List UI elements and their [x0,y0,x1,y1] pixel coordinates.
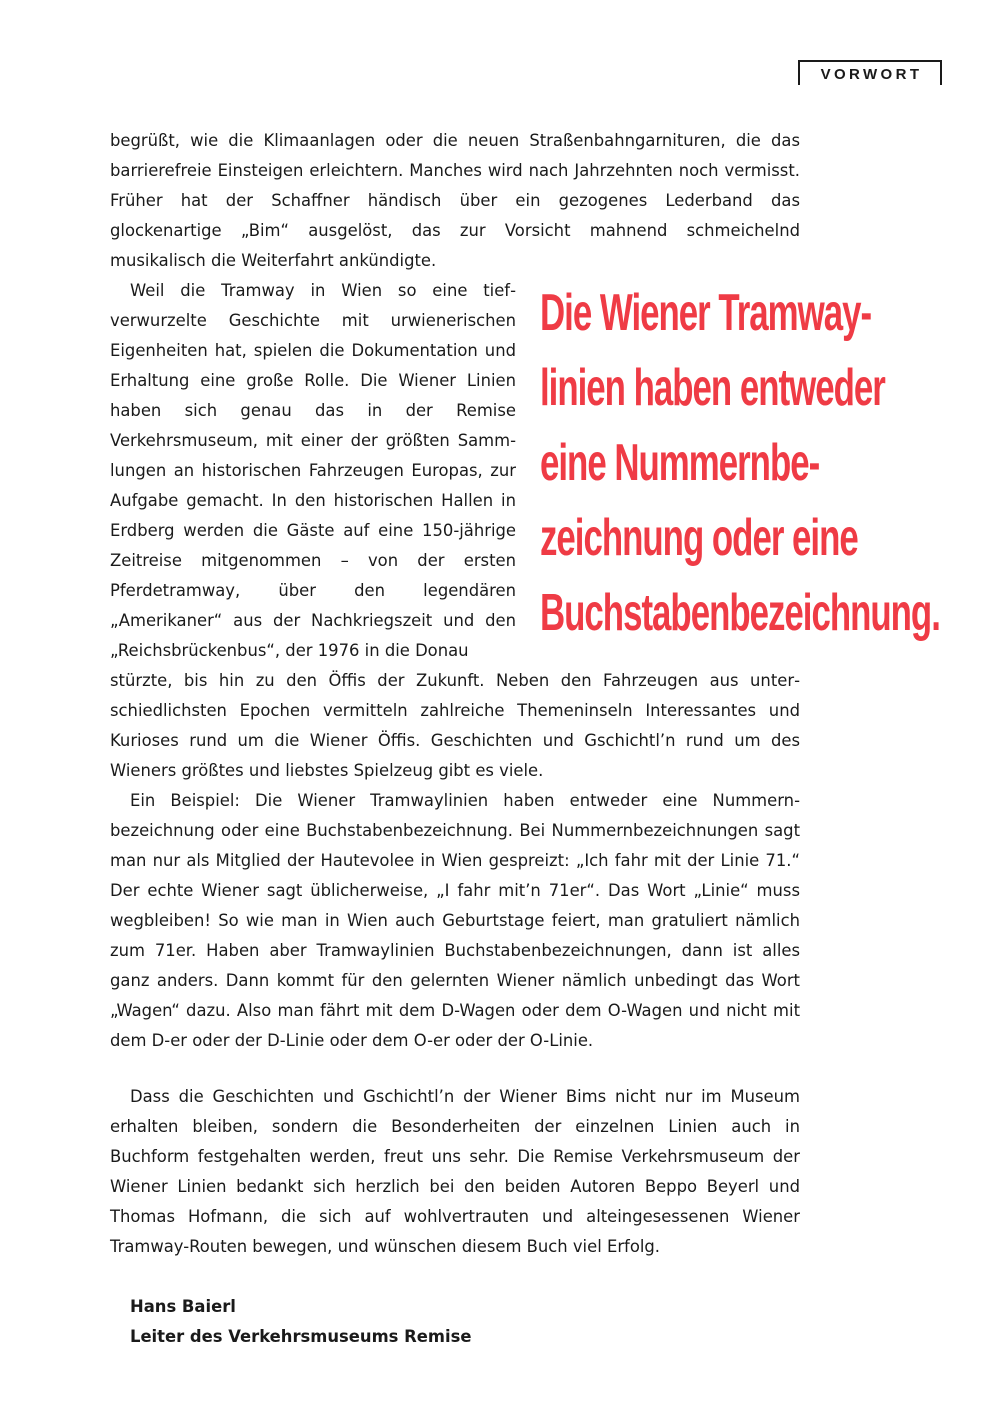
paragraph-2-column [110,276,516,666]
signature-role: Leiter des Verkehrsmuseums Remise [130,1327,472,1346]
paragraph-2-continued [110,666,800,786]
pull-quote-line: Buchstabenbezeichnung. [540,584,940,642]
paragraph-3-text: Ein Beispiel: Die Wiener Tramwaylinien haben entweder eine Nummernbezeichnung oder eine Buchstabenbezeichnung. Bei Nummernbezeichnungen sagt man nur als Mitglied der Hautevolee in Wien gespreizt: „Ich fahr mit der Linie 71.“ Der echte Wiener sagt üblicherweise, „I fahr mit’n 71er“. Das Wort „Linie“ muss wegbleiben! So wie man in Wien auch Geburtstage feiert, man gratuliert nämlich zum 71er. Haben aber Tramwaylinien Buchstabenbezeichnungen, dann ist alles ganz anders. Dann kommt für den gelernten Wiener nämlich unbedingt das Wort „Wagen“ dazu. Also man fährt mit dem D-Wagen oder dem O-Wagen und nicht mit dem D-er oder der D-Linie oder dem O-er oder der O-Linie. [110,791,800,1050]
paragraph-4 [110,1082,800,1262]
paragraph-2-text: Weil die Tramway in Wien so eine tiefverwurzelte Geschichte mit urwienerischen Eigenheiten hat, spielen die Dokumentation und Erhaltung eine große Rolle. Die Wiener Linien haben sich genau das in der Remise Verkehrsmuseum, mit einer der größten Sammlungen an historischen Fahrzeugen Europas, zur Aufgabe gemacht. In den historischen Hallen in Erdberg werden die Gäste auf eine 150-jährige Zeitreise mitgenommen – von der ersten Pferdetramway, über den legendären „Amerikaner“ aus der Nachkriegszeit und den „Reichsbrückenbus“, der 1976 in die Donau [110,281,516,660]
section-label: VORWORT [798,60,942,85]
pull-quote-line: linien haben entweder [540,359,885,417]
paragraph-3 [110,786,800,1056]
pull-quote-line: zeichnung oder eine [540,509,858,567]
paragraph-1 [110,126,800,276]
paragraph-4-text: Dass die Geschichten und Gschichtl’n der Wiener Bims nicht nur im Museum erhalten bleiben, sondern die Besonderheiten der einzelnen Linien auch in Buchform festgehalten werden, freut uns sehr. Die Remise Verkehrsmuseum der Wiener Linien bedankt sich herzlich bei den beiden Autoren Beppo Beyerl und Thomas Hofmann, die sich auf wohlvertrauten und alteingesessenen Wiener Tramway-Routen bewegen, und wünschen diesem Buch viel Erfolg. [110,1087,800,1256]
pull-quote-line: Die Wiener Tramway- [540,284,872,342]
pull-quote [540,276,940,651]
signature [130,1292,630,1352]
signature-name: Hans Baierl [130,1297,236,1316]
pull-quote-line: eine Nummernbe- [540,434,820,492]
paragraph-1-text: begrüßt, wie die Klimaanlagen oder die neuen Straßenbahngarnituren, die das barrierefreie Einsteigen erleichtern. Manches wird nach Jahrzehnten noch vermisst. Früher hat der Schaffner händisch über ein gezogenes Lederband das glockenartige „Bim“ ausgelöst, das zur Vorsicht mahnend schmeichelnd musikalisch die Weiterfahrt ankündigte. [110,131,800,270]
paragraph-2-continued-text: stürzte, bis hin zu den Öffis der Zukunft. Neben den Fahrzeugen aus unterschiedlichsten Epochen vermitteln zahlreiche Themeninseln Interessantes und Kurioses rund um die Wiener Öffis. Geschichten und Gschichtl’n rund um des Wieners größtes und liebstes Spielzeug gibt es viele. [110,671,800,780]
